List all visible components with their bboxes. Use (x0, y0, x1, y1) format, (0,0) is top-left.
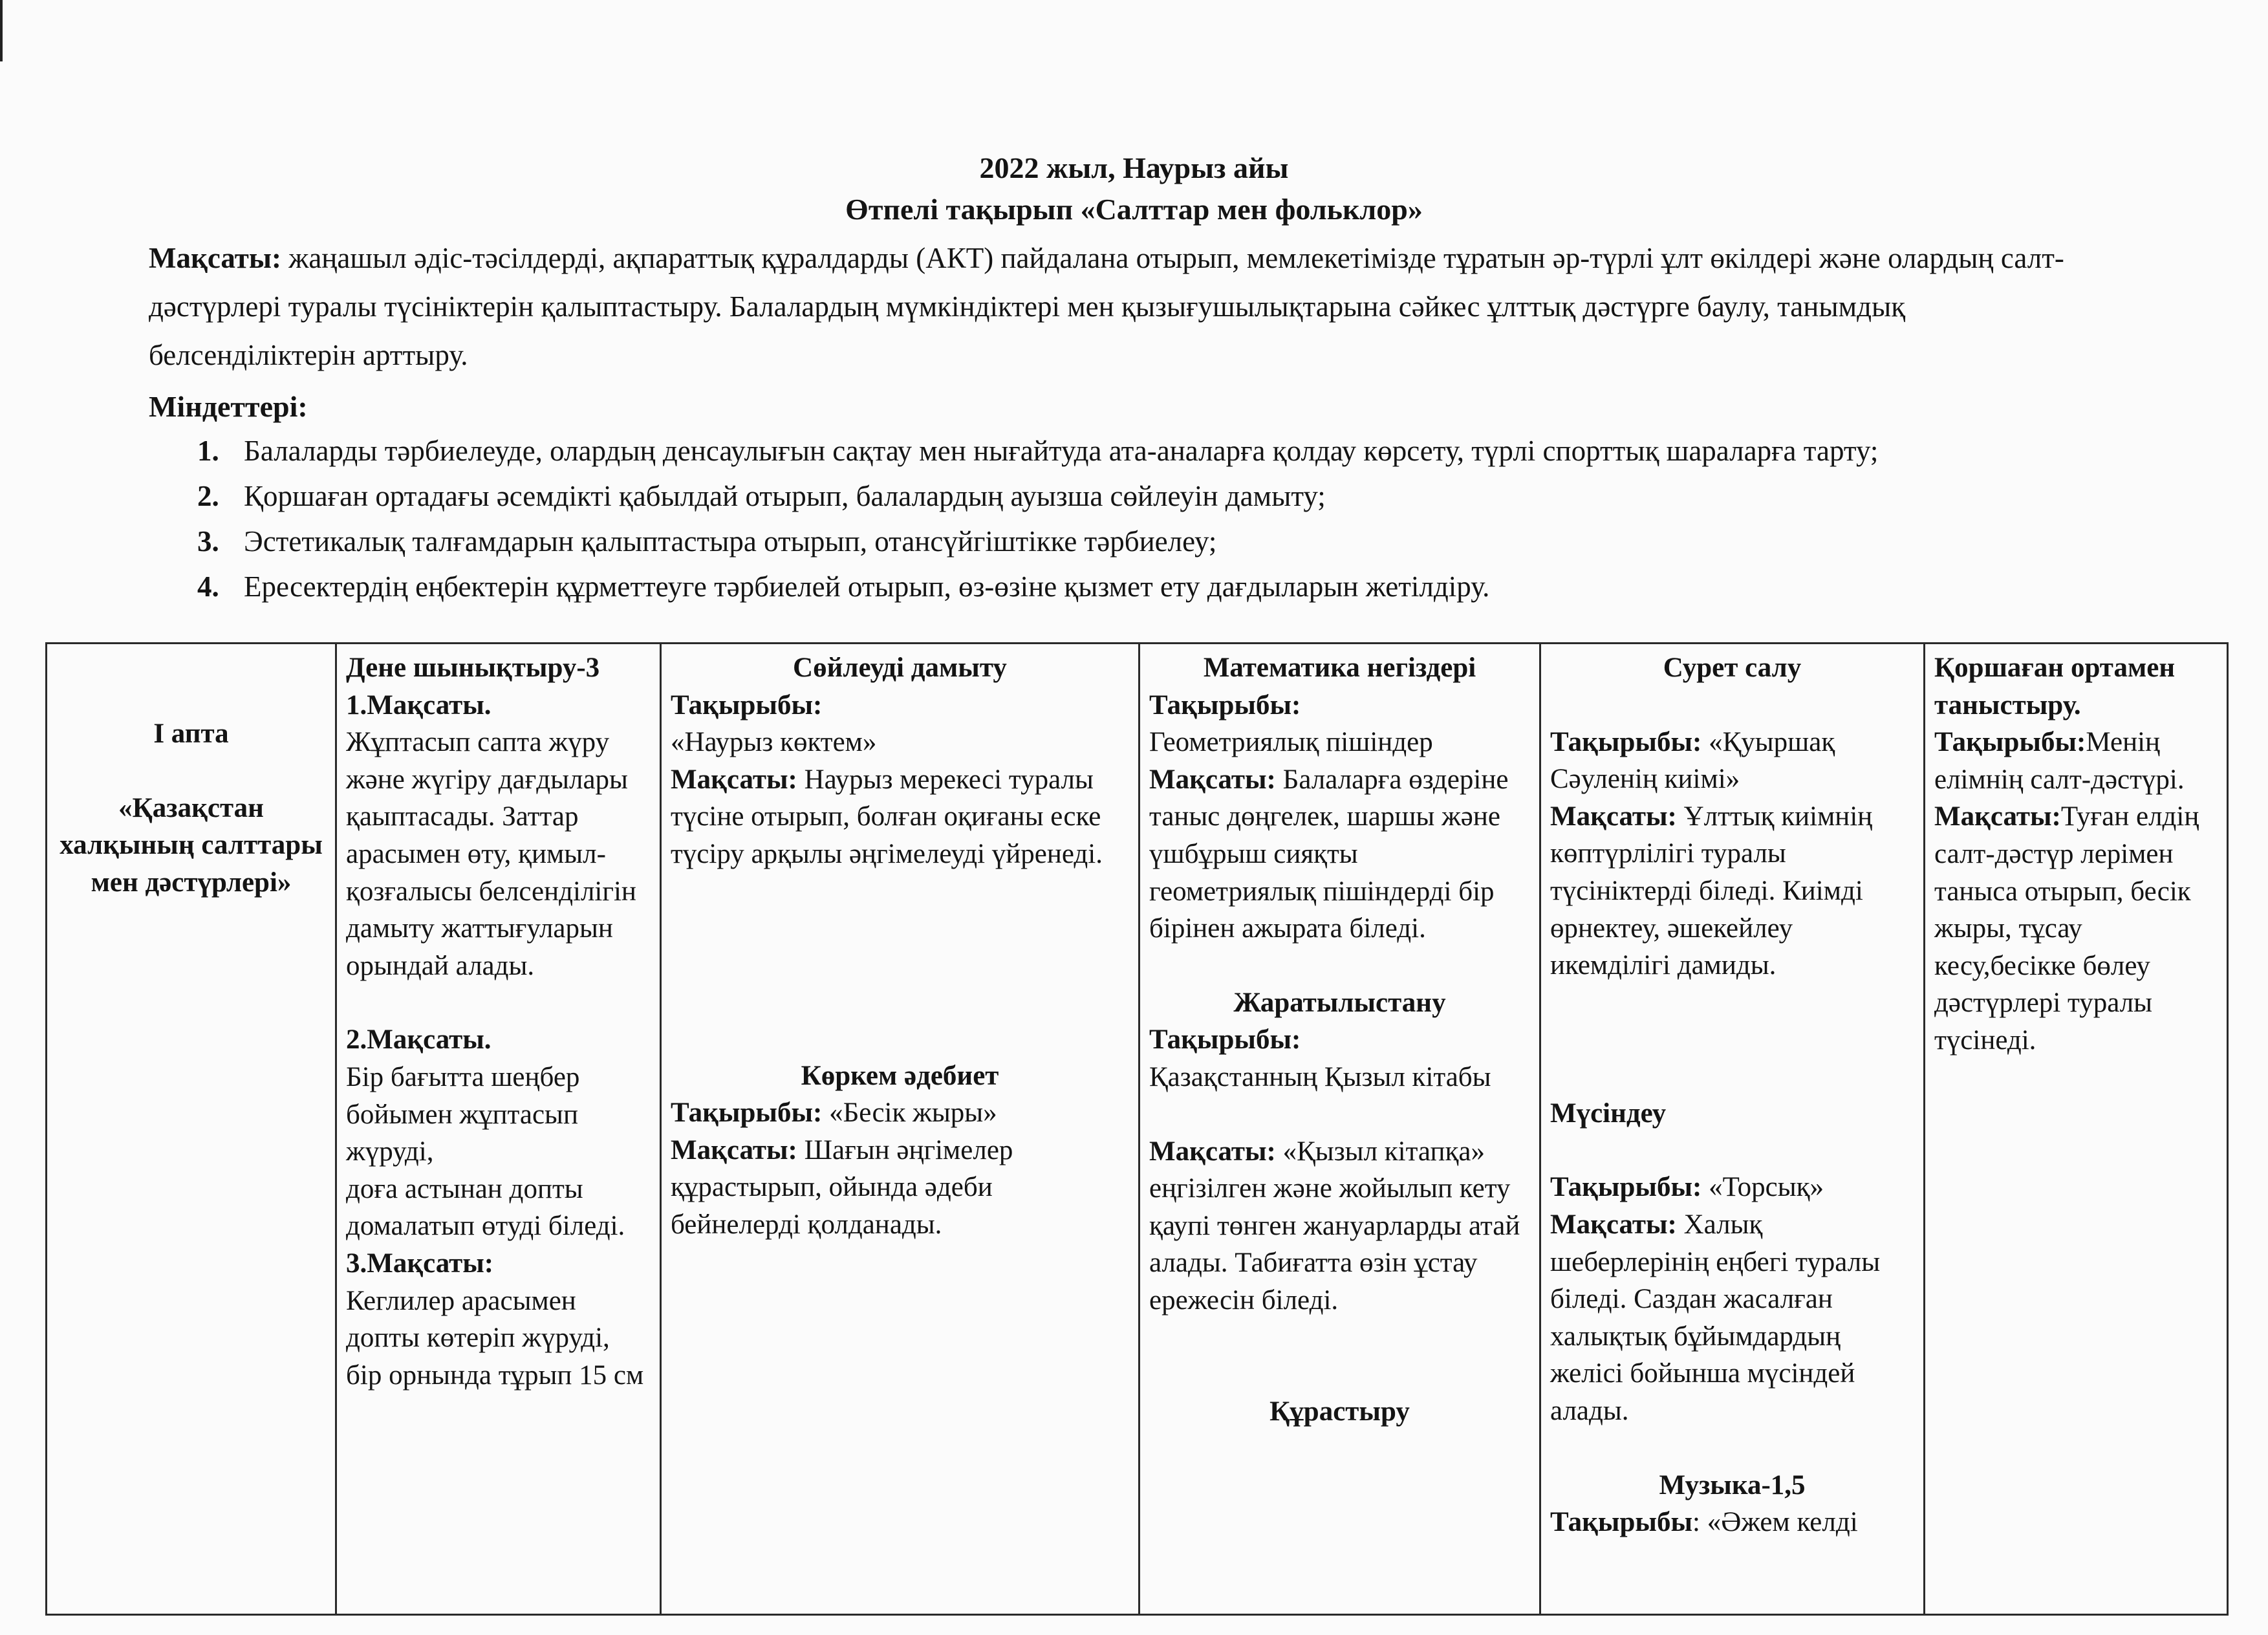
nature-goal: «Қызыл кітапқа» еңгізілген және жойылып кету қаупі төнген жануарларды атай алады. Табиғатта өзін ұстау ережесін біледі. (1149, 1136, 1520, 1316)
speech-cell (661, 644, 1139, 1615)
drawing-title: Сурет салу (1663, 653, 1802, 683)
math-cell (1139, 644, 1540, 1615)
header-date: 2022 жыл, Наурыз айы (979, 151, 1289, 184)
environment-cell (1925, 644, 2228, 1615)
nature-goal-label: Мақсаты: (1149, 1136, 1276, 1167)
week-label: І апта (153, 719, 229, 749)
modeling-title: Мүсіндеу (1550, 1098, 1667, 1129)
literature-topic-label: Тақырыбы: (671, 1098, 823, 1129)
math-topic-label: Тақырыбы: (1149, 689, 1301, 720)
environment-goal: Туған елдің салт-дәстүр лерімен таныса отырып, бесік жыры, тұсау кесу,бесікке бөлеу дәстүрлері туралы түсінеді. (1934, 801, 2199, 1056)
task-item (197, 523, 2137, 560)
literature-title: Көркем әдебиет (801, 1060, 999, 1091)
document-header (0, 147, 2268, 230)
math-title: Математика негіздері (1203, 653, 1476, 683)
scan-edge-mark (0, 0, 3, 61)
speech-goal-label: Мақсаты: (671, 764, 797, 795)
drawing-topic: «Қуыршақ Сәуленің киімі» (1550, 726, 1835, 795)
task-text: Қоршаған ортадағы әсемдікті қабылдай отырып, балалардың ауызша сөйлеуін дамыту; (244, 480, 1326, 512)
math-goal: Балаларға өздеріне таныс дөңгелек, шаршы және үшбұрыш сияқты геометриялық пішіндерді бір бірінен ажырата біледі. (1149, 764, 1509, 944)
drawing-goal-label: Мақсаты: (1550, 801, 1677, 832)
task-number: 4. (197, 570, 219, 603)
header-transitional-theme: Өтпелі тақырып «Салттар мен фольклор» (845, 193, 1423, 226)
task-text: Ересектердің еңбектерін құрметтеуге тәрбиелей отырып, өз-өзіне қызмет ету дағдыларын жетілдіру. (244, 570, 1490, 603)
modeling-topic-label: Тақырыбы: (1550, 1172, 1702, 1203)
pe-goal1-text: Жұптасып сапта жүру және жүгіру дағдылары қаыптасады. Заттар арасымен өту, қимыл-қозғалысы белсенділігін дамыту жаттығуларын орындай алады. (346, 727, 636, 981)
construction-title: Құрастыру (1269, 1396, 1410, 1427)
environment-topic: Менің елімнің салт-дәстүрі. (1934, 727, 2185, 795)
speech-topic: «Наурыз көктем» (671, 727, 877, 758)
task-number: 3. (197, 525, 219, 558)
pe-goal3-label: 3.Мақсаты: (346, 1248, 494, 1279)
task-item (197, 568, 2137, 605)
environment-topic-label: Тақырыбы: (1934, 727, 2086, 758)
math-goal-label: Мақсаты: (1149, 764, 1276, 795)
music-topic: : «Әжем келді (1692, 1507, 1858, 1538)
art-cell (1540, 644, 1925, 1615)
pe-goal2-label: 2.Мақсаты. (346, 1024, 491, 1056)
literature-goal-label: Мақсаты: (671, 1134, 797, 1165)
nature-title: Жаратылыстану (1233, 987, 1446, 1018)
literature-topic: «Бесік жыры» (822, 1098, 997, 1129)
drawing-goal: Ұлттық киімнің көптүрлілігі туралы түсініктерді біледі. Киімді өрнектеу, әшекейлеу икемділігі дамиды. (1550, 801, 1873, 981)
literature-goal: Шағын әңгімелер құрастырып, ойында әдеби бейнелерді қолданады. (671, 1134, 1013, 1240)
music-title: Музыка-1,5 (1659, 1469, 1806, 1500)
week-theme: «Қазақстан халқының салттары мен дәстүрлері» (59, 792, 323, 898)
modeling-topic: «Торсық» (1701, 1172, 1824, 1203)
drawing-topic-label: Тақырыбы: (1550, 726, 1702, 757)
pe-goal2-text: Бір бағытта шеңбер бойымен жұптасып жүруді, (346, 1061, 580, 1167)
nature-topic-label: Тақырыбы: (1149, 1024, 1301, 1056)
task-item (197, 477, 2137, 515)
task-item (197, 432, 2137, 470)
goal-text: жаңашыл әдіс-тәсілдерді, ақпараттық құралдарды (АКТ) пайдалана отырып, мемлекетімізде тұратын әр-түрлі ұлт өкілдері және олардың салт-дәстүрлері туралы түсініктерін қалыптастыру. Балалардың мүмкіндіктері мен қызығушылықтарына сәйкес ұлттық дәстүрге баулу, танымдық белсенділіктерін арттыру. (149, 242, 2064, 371)
modeling-goal: Халық шеберлерінің еңбегі туралы біледі. Саздан жасалған халықтық бұйымдардың желісі бойынша мүсіндей алады. (1550, 1209, 1881, 1426)
tasks-label: Міндеттері: (149, 390, 308, 423)
nature-topic: Қазақстанның Қызыл кітабы (1149, 1061, 1491, 1092)
table-row (47, 644, 2228, 1615)
weekly-plan-table (45, 642, 2229, 1616)
math-topic: Геометриялық пішіндер (1149, 727, 1433, 758)
goal-paragraph (149, 234, 2102, 380)
speech-goal: Наурыз мерекесі туралы түсіне отырып, болған оқиғаны еске түсіру арқылы әңгімелеуді үйренеді. (671, 764, 1103, 869)
pe-goal2-text2: доға астынан допты домалатып өтуді біледі. (346, 1173, 625, 1242)
pe-title: Дене шынықтыру-3 (346, 653, 600, 683)
modeling-goal-label: Мақсаты: (1550, 1209, 1677, 1240)
music-topic-label: Тақырыбы (1550, 1507, 1693, 1538)
task-text: Эстетикалық талғамдарын қалыптастыра отырып, отансүйгіштікке тәрбиелеу; (244, 525, 1217, 558)
tasks-list (197, 432, 2137, 613)
speech-title: Сөйлеуді дамыту (793, 653, 1007, 683)
week-cell (47, 644, 336, 1615)
task-number: 1. (197, 435, 219, 467)
environment-goal-label: Мақсаты: (1934, 801, 2061, 832)
goal-label: Мақсаты: (149, 242, 281, 274)
environment-title: Қоршаған ортамен таныстыру. (1934, 653, 2176, 720)
speech-topic-label: Тақырыбы: (671, 689, 823, 720)
pe-goal3-text: Кеглилер арасымен допты көтеріп жүруді, бір орнында тұрып 15 см (346, 1285, 644, 1391)
pe-goal1-label: 1.Мақсаты. (346, 689, 491, 720)
task-number: 2. (197, 480, 219, 512)
pe-cell (336, 644, 661, 1615)
task-text: Балаларды тәрбиелеуде, олардың денсаулығын сақтау мен нығайтуда ата-аналарға қолдау көрсету, түрлі спорттық шараларға тарту; (244, 435, 1879, 467)
